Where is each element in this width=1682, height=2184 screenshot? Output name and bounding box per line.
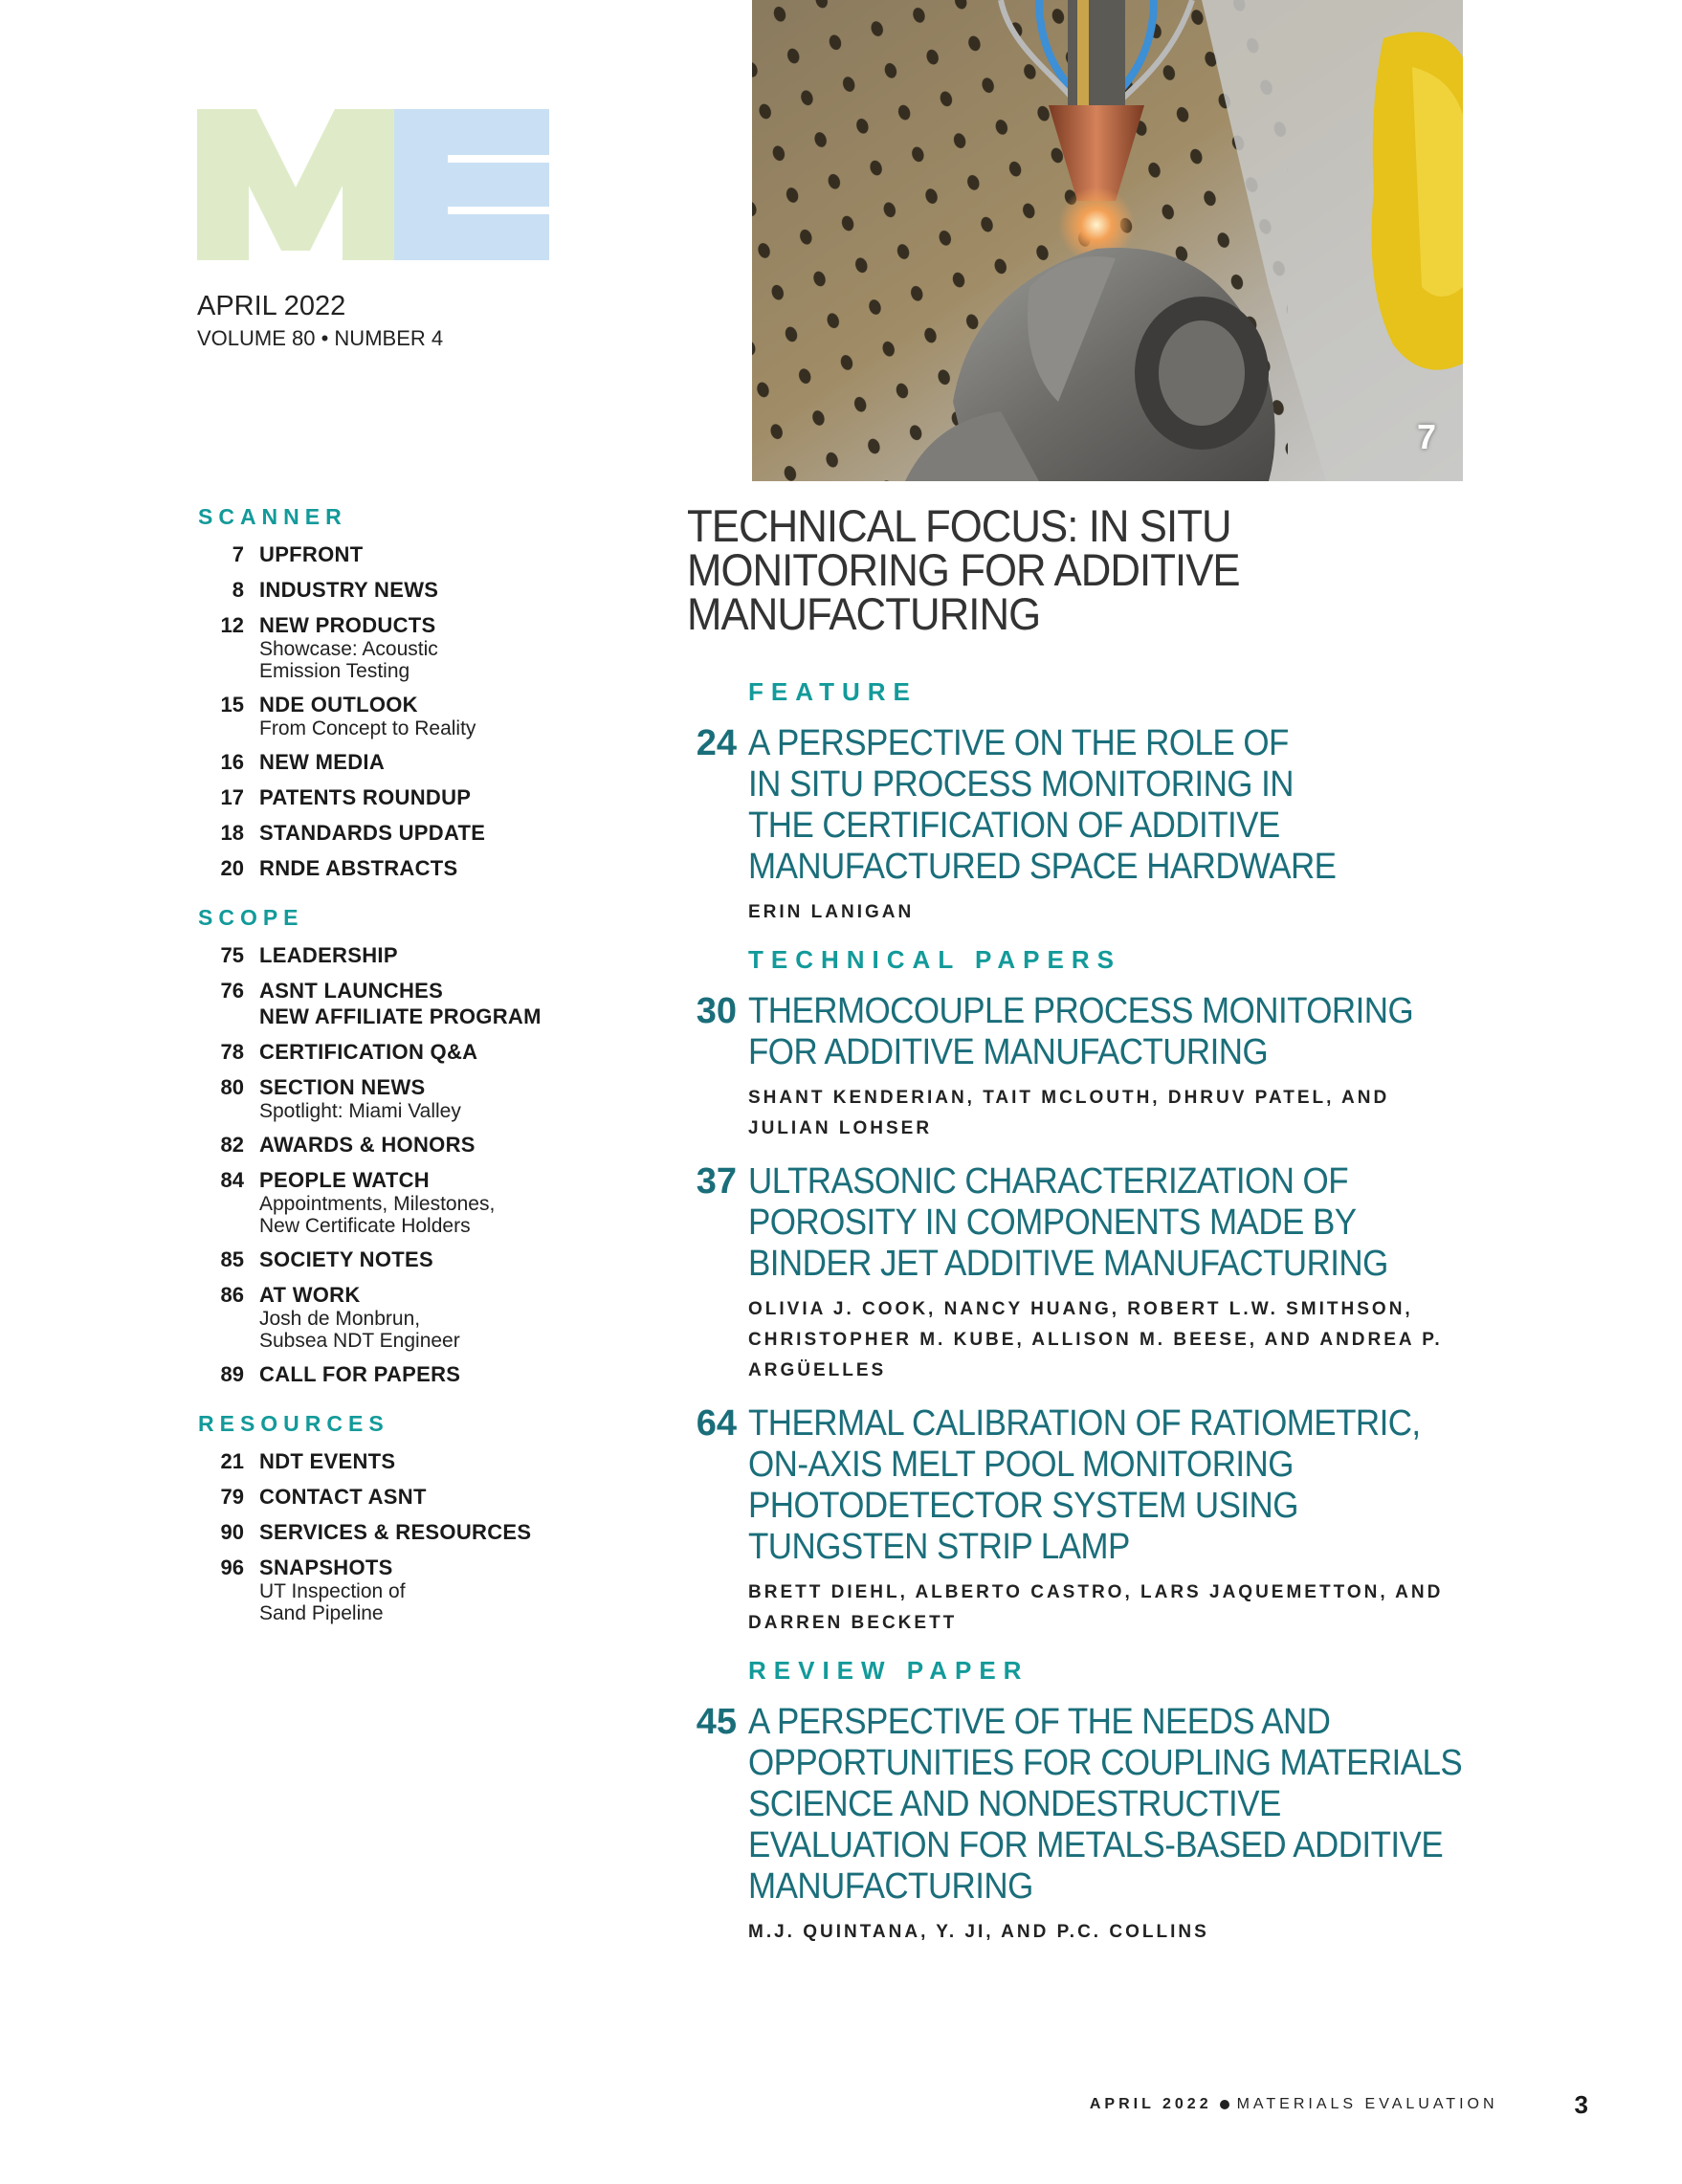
toc-item[interactable]: [198, 749, 657, 775]
toc-item[interactable]: [198, 1484, 657, 1510]
section-scanner: [198, 503, 657, 881]
focus-line: TECHNICAL FOCUS: IN SITU: [687, 500, 1231, 551]
toc-page-number: 79: [220, 1485, 244, 1509]
toc-subtitle: Appointments, Milestones,: [259, 1193, 496, 1215]
article-entry[interactable]: [687, 991, 1491, 1144]
toc-page-number: 7: [232, 542, 244, 566]
article-page-number: 30: [696, 991, 737, 1031]
article-authors: SHANT KENDERIAN, TAIT MCLOUTH, DHRUV PATEL, AND JULIAN LOHSER: [748, 1088, 1390, 1138]
bullet-dot-icon: [1220, 2100, 1229, 2109]
article-title: A PERSPECTIVE ON THE ROLE OF IN SITU PROCESS MONITORING IN THE CERTIFICATION OF ADDITIVE MANUFACTURED SPACE HARDWARE: [748, 723, 1337, 887]
departments-column: [198, 503, 657, 1647]
toc-title: UPFRONT: [259, 542, 364, 566]
article-page-number: 24: [696, 723, 737, 763]
toc-page-number: 78: [220, 1040, 244, 1064]
section-heading-scanner: SCANNER: [198, 504, 347, 529]
toc-title: SNAPSHOTS: [259, 1555, 393, 1579]
volume-number: VOLUME 80 • NUMBER 4: [197, 326, 444, 350]
toc-title: NDE OUTLOOK: [259, 693, 418, 717]
cover-photo[interactable]: [752, 0, 1463, 481]
toc-title: CALL FOR PAPERS: [259, 1362, 461, 1386]
toc-item[interactable]: [198, 1132, 657, 1158]
toc-title: SECTION NEWS: [259, 1075, 426, 1099]
article-title: THERMOCOUPLE PROCESS MONITORING FOR ADDITIVE MANUFACTURING: [748, 991, 1414, 1072]
toc-item[interactable]: [198, 541, 657, 567]
article-entry[interactable]: [687, 723, 1491, 928]
toc-page-number: 20: [220, 856, 244, 880]
article-authors: BRETT DIEHL, ALBERTO CASTRO, LARS JAQUEMETTON, AND DARREN BECKETT: [748, 1582, 1444, 1633]
article-page-number: 37: [696, 1161, 737, 1202]
toc-title: INDUSTRY NEWS: [259, 578, 439, 602]
toc-page-number: 75: [220, 943, 244, 967]
toc-title: AT WORK: [259, 1283, 361, 1307]
additive-manufacturing-photo: [752, 0, 1463, 481]
toc-title: AWARDS & HONORS: [259, 1133, 476, 1157]
toc-title: NEW PRODUCTS: [259, 613, 436, 637]
article-title: THERMAL CALIBRATION OF RATIOMETRIC, ON-AXIS MELT POOL MONITORING PHOTODETECTOR SYSTEM USING TUNGSTEN STRIP LAMP: [748, 1403, 1421, 1567]
article-authors: OLIVIA J. COOK, NANCY HUANG, ROBERT L.W. SMITHSON, CHRISTOPHER M. KUBE, ALLISON M. BEESE, AND ANDREA P. ARGÜELLES: [748, 1299, 1443, 1380]
toc-title: SOCIETY NOTES: [259, 1247, 433, 1271]
magazine-logo: [197, 109, 549, 260]
toc-page-number: 16: [220, 750, 244, 774]
toc-page-number: 89: [220, 1362, 244, 1386]
section-heading-review-paper: REVIEW PAPER: [748, 1656, 1029, 1685]
articles-column: [687, 677, 1491, 1965]
toc-item[interactable]: [198, 1361, 657, 1387]
toc-subtitle: Josh de Monbrun,: [259, 1308, 421, 1330]
toc-item[interactable]: [198, 1074, 657, 1122]
cover-photo-page-number: 7: [1416, 417, 1436, 456]
toc-item[interactable]: [198, 1039, 657, 1065]
toc-item[interactable]: [198, 1167, 657, 1237]
article-title: ULTRASONIC CHARACTERIZATION OF POROSITY IN COMPONENTS MADE BY BINDER JET ADDITIVE MANUFACTURING: [748, 1161, 1388, 1284]
toc-item[interactable]: [198, 1246, 657, 1272]
toc-subtitle: Sand Pipeline: [259, 1602, 384, 1624]
me-logo-mark: [197, 109, 549, 260]
footer-magazine-name: MATERIALS EVALUATION: [1236, 2096, 1498, 2112]
toc-page-number: 82: [220, 1133, 244, 1157]
toc-item[interactable]: [198, 1555, 657, 1624]
issue-info: [197, 290, 443, 352]
toc-title: STANDARDS UPDATE: [259, 821, 486, 845]
toc-page-number: 86: [220, 1283, 244, 1307]
toc-item[interactable]: [198, 577, 657, 603]
article-authors: ERIN LANIGAN: [748, 902, 915, 922]
toc-subtitle: Subsea NDT Engineer: [259, 1330, 460, 1352]
toc-subtitle: Spotlight: Miami Valley: [259, 1100, 461, 1122]
toc-subtitle: New Certificate Holders: [259, 1215, 471, 1237]
page-number: 3: [1574, 2089, 1588, 2119]
toc-page-number: 84: [220, 1168, 244, 1192]
focus-line: MANUFACTURING: [687, 588, 1041, 639]
toc-subtitle: Showcase: Acoustic: [259, 638, 438, 660]
focus-line: MONITORING FOR ADDITIVE: [687, 544, 1240, 595]
toc-title: NEW MEDIA: [259, 750, 386, 774]
toc-item[interactable]: [198, 942, 657, 968]
section-heading-feature: FEATURE: [748, 677, 918, 706]
article-title: A PERSPECTIVE OF THE NEEDS AND OPPORTUNITIES FOR COUPLING MATERIALS SCIENCE AND NONDESTRUCTIVE EVALUATION FOR METALS-BASED ADDITIVE MANUFACTURING: [748, 1702, 1463, 1907]
toc-title: LEADERSHIP: [259, 943, 398, 967]
article-page-number: 64: [696, 1403, 737, 1444]
toc-item[interactable]: [198, 692, 657, 739]
toc-page-number: 80: [220, 1075, 244, 1099]
technical-focus-title: [687, 500, 1363, 639]
article-authors: M.J. QUINTANA, Y. JI, AND P.C. COLLINS: [748, 1922, 1209, 1942]
toc-item[interactable]: [198, 1448, 657, 1474]
toc-page-number: 76: [220, 979, 244, 1003]
toc-title: NEW AFFILIATE PROGRAM: [259, 1004, 542, 1028]
issue-date: APRIL 2022: [197, 291, 346, 321]
toc-title: CONTACT ASNT: [259, 1485, 427, 1509]
toc-page-number: 17: [220, 785, 244, 809]
toc-page-number: 85: [220, 1247, 244, 1271]
footer-date: APRIL 2022: [1089, 2096, 1212, 2112]
page-footer: [1052, 2085, 1588, 2124]
article-entry[interactable]: [687, 1403, 1491, 1639]
toc-page-number: 12: [220, 613, 244, 637]
toc-item[interactable]: [198, 978, 657, 1029]
article-entry[interactable]: [687, 1161, 1491, 1386]
toc-subtitle: UT Inspection of: [259, 1580, 406, 1602]
toc-title: ASNT LAUNCHES: [259, 979, 444, 1003]
toc-title: PEOPLE WATCH: [259, 1168, 430, 1192]
toc-title: SERVICES & RESOURCES: [259, 1520, 532, 1544]
toc-page-number: 8: [232, 578, 244, 602]
toc-page-number: 15: [220, 693, 244, 717]
section-heading-resources: RESOURCES: [198, 1411, 389, 1436]
toc-title: PATENTS ROUNDUP: [259, 785, 472, 809]
toc-item[interactable]: [198, 855, 657, 881]
toc-page-number: 18: [220, 821, 244, 845]
toc-subtitle: Emission Testing: [259, 660, 410, 682]
section-heading-scope: SCOPE: [198, 905, 304, 930]
toc-page-number: 90: [220, 1520, 244, 1544]
toc-page-number: 96: [220, 1555, 244, 1579]
toc-item[interactable]: [198, 1282, 657, 1352]
toc-page-number: 21: [220, 1449, 244, 1473]
section-resources: [198, 1410, 657, 1624]
toc-subtitle: From Concept to Reality: [259, 717, 476, 739]
toc-item[interactable]: [198, 784, 657, 810]
article-page-number: 45: [696, 1702, 737, 1742]
toc-item[interactable]: [198, 1519, 657, 1545]
article-entry[interactable]: [687, 1702, 1491, 1948]
section-heading-technical-papers: TECHNICAL PAPERS: [748, 945, 1121, 974]
toc-title: CERTIFICATION Q&A: [259, 1040, 478, 1064]
section-scope: [198, 904, 657, 1387]
toc-item[interactable]: [198, 612, 657, 682]
toc-item[interactable]: [198, 820, 657, 846]
toc-title: NDT EVENTS: [259, 1449, 396, 1473]
toc-title: RNDE ABSTRACTS: [259, 856, 458, 880]
